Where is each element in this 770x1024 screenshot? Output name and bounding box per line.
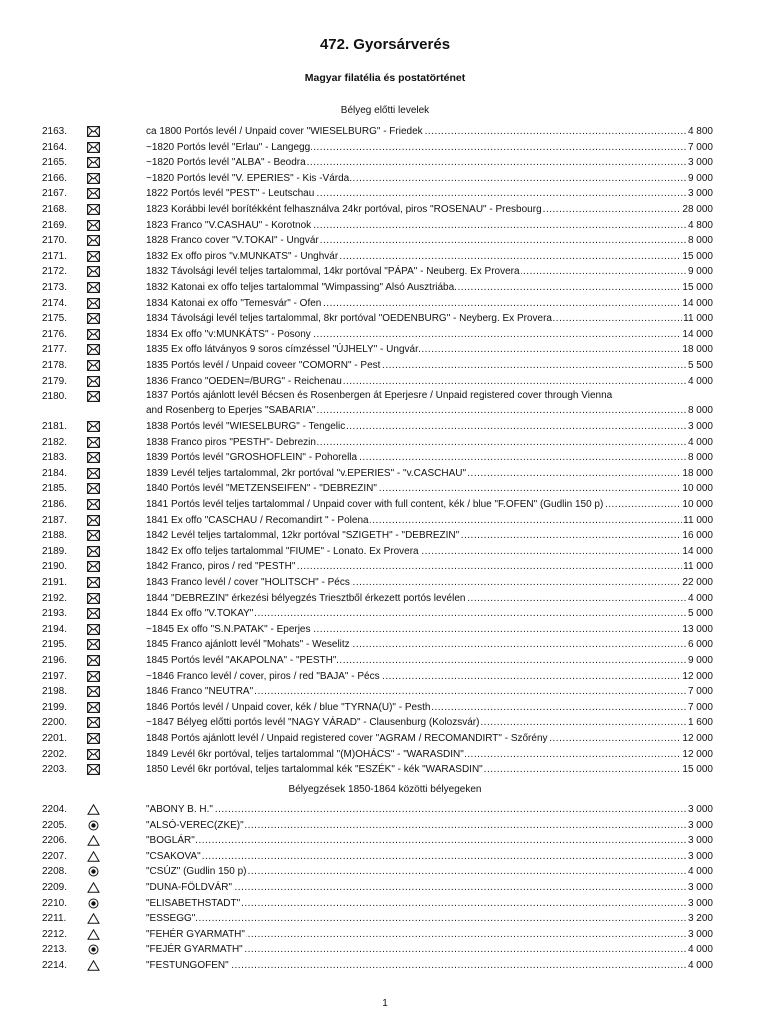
lot-description: 1850 Levél 6kr portóval, teljes tartalommal kék "ESZÉK" - kék "WARASDIN" bbox=[146, 764, 483, 776]
lot-number: 2208. bbox=[42, 866, 68, 878]
lot-number: 2196. bbox=[42, 655, 68, 666]
lot-price: 4 000 bbox=[687, 864, 713, 880]
envelope-icon bbox=[87, 376, 100, 387]
lot-description: "CSAKOVA" bbox=[146, 850, 201, 862]
page-subtitle: Magyar filatélia és postatörténet bbox=[304, 72, 466, 84]
lot-price: 11 000 bbox=[682, 559, 713, 575]
lot-description bbox=[146, 389, 713, 418]
lot-row bbox=[0, 715, 770, 731]
lot-number: 2203. bbox=[42, 764, 68, 776]
lot-description: 1835 Portós levél / Unpaid coveer "COMORN" - Pest bbox=[146, 359, 381, 371]
envelope-icon bbox=[87, 421, 100, 432]
envelope-icon bbox=[87, 546, 100, 557]
lot-description: 1823 Franco "V.CASHAU" - Korotnok bbox=[146, 219, 312, 231]
lot-number: 2171. bbox=[42, 250, 68, 262]
lot-description: ~1820 Portós levél "ALBA" - Beodra bbox=[146, 157, 306, 169]
lot-row bbox=[0, 171, 770, 187]
lot-price: 3 000 bbox=[687, 880, 713, 896]
lot-number: 2209. bbox=[42, 881, 68, 893]
lot-row bbox=[0, 669, 770, 685]
lot-number: 2207. bbox=[42, 850, 68, 862]
lot-description: 1845 Franco ajánlott levél "Mohats" - Weselitz bbox=[146, 639, 350, 651]
lot-description: 1822 Portós levél "PEST" - Leutschau bbox=[146, 188, 315, 200]
lot-number: 2204. bbox=[42, 804, 68, 815]
lot-description: 1844 Ex offo "V.TOKAY" bbox=[146, 608, 254, 620]
lot-number: 2179. bbox=[42, 375, 68, 387]
envelope-icon bbox=[87, 344, 100, 355]
lot-row bbox=[0, 833, 770, 849]
lot-price: 10 000 bbox=[681, 497, 713, 513]
lot-price: 3 000 bbox=[687, 833, 713, 849]
lot-number: 2178. bbox=[42, 359, 68, 371]
lot-price: 15 000 bbox=[681, 280, 713, 296]
lot-number: 2197. bbox=[42, 670, 68, 682]
lot-price: 4 000 bbox=[687, 591, 713, 607]
envelope-icon bbox=[87, 329, 100, 340]
page-title: 472. Gyorsárverés bbox=[319, 36, 451, 53]
envelope-icon bbox=[87, 173, 100, 184]
envelope-icon bbox=[87, 733, 100, 744]
envelope-icon bbox=[87, 391, 100, 402]
lot-price: 3 000 bbox=[687, 818, 713, 834]
lot-number: 2206. bbox=[42, 835, 68, 847]
lot-price: 12 000 bbox=[681, 669, 713, 685]
envelope-icon bbox=[87, 204, 100, 215]
lot-number: 2213. bbox=[42, 944, 68, 956]
lot-price: 16 000 bbox=[681, 528, 713, 544]
lot-row bbox=[0, 233, 770, 249]
lot-row bbox=[0, 591, 770, 607]
lot-price: 14 000 bbox=[681, 296, 713, 312]
lot-price: 3 000 bbox=[687, 186, 713, 202]
lot-row bbox=[0, 622, 770, 638]
lot-row bbox=[0, 802, 770, 818]
lot-price: 4 000 bbox=[687, 942, 713, 958]
lot-number: 2190. bbox=[42, 561, 68, 573]
lot-price: 11 000 bbox=[682, 513, 713, 529]
lot-description: 1849 Levél 6kr portóval, teljes tartalommal "(M)OHÁCS" - "WARASDIN" bbox=[146, 748, 464, 760]
lot-description: 1838 Portós levél "WIESELBURG" - Tengelic bbox=[146, 421, 346, 433]
lot-description: 1842 Franco, piros / red "PESTH" bbox=[146, 561, 296, 573]
envelope-icon bbox=[87, 515, 100, 526]
lot-number: 2172. bbox=[42, 266, 68, 278]
lot-price: 12 000 bbox=[681, 747, 713, 763]
lot-price: 4 000 bbox=[687, 435, 713, 451]
lot-description: 1840 Portós levél "METZENSEIFEN" - "DEBREZIN" bbox=[146, 483, 377, 495]
lot-row bbox=[0, 818, 770, 834]
triangle-icon bbox=[87, 804, 100, 815]
lot-row bbox=[0, 124, 770, 140]
lot-row bbox=[0, 864, 770, 880]
lot-number: 2195. bbox=[42, 639, 68, 651]
lot-row bbox=[0, 880, 770, 896]
lot-description: "ALSÓ-VEREC(ZKE)" bbox=[146, 819, 244, 831]
lot-number: 2163. bbox=[42, 126, 68, 137]
lot-price: 4 000 bbox=[687, 374, 713, 390]
lot-number: 2167. bbox=[42, 188, 68, 200]
lot-number: 2198. bbox=[42, 686, 68, 698]
envelope-icon bbox=[87, 702, 100, 713]
lot-row bbox=[0, 575, 770, 591]
lot-number: 2183. bbox=[42, 452, 68, 464]
envelope-icon bbox=[87, 188, 100, 199]
lot-number: 2185. bbox=[42, 483, 68, 495]
envelope-icon bbox=[87, 298, 100, 309]
triangle-icon bbox=[87, 882, 100, 893]
lot-row bbox=[0, 606, 770, 622]
lot-row bbox=[0, 700, 770, 716]
lot-description: ~1847 Bélyeg előtti portós levél "NAGY VÁRAD" - Clausenburg (Kolozsvár) bbox=[146, 717, 480, 729]
lot-number: 2192. bbox=[42, 592, 68, 604]
lot-description: 1846 Franco "NEUTRA" bbox=[146, 686, 254, 698]
lot-row bbox=[0, 684, 770, 700]
lot-number: 2174. bbox=[42, 297, 68, 309]
envelope-icon bbox=[87, 142, 100, 153]
lot-row bbox=[0, 264, 770, 280]
lot-description-line2: and Rosenberg to Eperjes "SABARIA" bbox=[146, 404, 316, 416]
lot-price: 14 000 bbox=[681, 327, 713, 343]
lot-number: 2211. bbox=[42, 913, 67, 925]
lot-row bbox=[0, 218, 770, 234]
lot-price: 3 200 bbox=[687, 911, 713, 927]
lot-price: 8 000 bbox=[687, 233, 713, 249]
triangle-icon bbox=[87, 851, 100, 862]
lot-row bbox=[0, 419, 770, 435]
lot-row bbox=[0, 249, 770, 265]
lot-price: 7 000 bbox=[687, 684, 713, 700]
envelope-icon bbox=[87, 235, 100, 246]
envelope-icon bbox=[87, 764, 100, 775]
envelope-icon bbox=[87, 266, 100, 277]
envelope-icon bbox=[87, 749, 100, 760]
lot-number: 2165. bbox=[42, 157, 68, 169]
lot-number: 2210. bbox=[42, 897, 68, 909]
envelope-icon bbox=[87, 126, 100, 137]
lot-description: "FESTUNGOFEN" bbox=[146, 959, 229, 971]
lot-number: 2182. bbox=[42, 436, 68, 448]
envelope-icon bbox=[87, 624, 100, 635]
lot-row bbox=[0, 389, 770, 419]
lot-row bbox=[0, 942, 770, 958]
lot-row bbox=[0, 513, 770, 529]
envelope-icon bbox=[87, 483, 100, 494]
lot-description: 1834 Katonai ex offo "Temesvár" - Ofen bbox=[146, 297, 322, 309]
lot-price: 13 000 bbox=[681, 622, 713, 638]
lot-row bbox=[0, 731, 770, 747]
lot-description: 1839 Portós levél "GROSHOFLEIN" - Pohorella bbox=[146, 452, 358, 464]
lot-description-line1: 1837 Portós ajánlott levél Bécsen és Rosenbergen át Eperjesre / Unpaid registered cover through Vienna bbox=[146, 390, 613, 402]
lot-price: 7 000 bbox=[687, 700, 713, 716]
lot-number: 2186. bbox=[42, 499, 68, 511]
envelope-icon bbox=[87, 717, 100, 728]
lot-number: 2193. bbox=[42, 608, 68, 620]
lot-price: 3 000 bbox=[687, 155, 713, 171]
lot-price: 22 000 bbox=[681, 575, 713, 591]
lot-description: 1823 Korábbi levél borítékként felhasználva 24kr portóval, piros "ROSENAU" - Presbourg bbox=[146, 203, 542, 215]
lot-row bbox=[0, 559, 770, 575]
lot-number: 2200. bbox=[42, 717, 68, 729]
envelope-icon bbox=[87, 577, 100, 588]
lot-row bbox=[0, 544, 770, 560]
lot-price: 9 000 bbox=[687, 653, 713, 669]
lot-description: ~1845 Ex offo "S.N.PATAK" - Eperjes bbox=[146, 623, 311, 635]
lot-description: "ABONY B. H." bbox=[146, 804, 213, 815]
lot-price: 7 000 bbox=[687, 140, 713, 156]
lot-number: 2175. bbox=[42, 313, 68, 325]
lot-row bbox=[0, 896, 770, 912]
lot-row bbox=[0, 342, 770, 358]
lot-number: 2189. bbox=[42, 545, 68, 557]
lot-number: 2202. bbox=[42, 748, 68, 760]
lot-description: 1841 Ex offo "CASCHAU / Recomandirt " - Polena bbox=[146, 514, 369, 526]
lot-row bbox=[0, 911, 770, 927]
lot-number: 2173. bbox=[42, 281, 68, 293]
lot-description: ~1820 Portós levél "Erlau" - Langegg bbox=[146, 141, 311, 153]
lot-description: "BOGLÁR" bbox=[146, 835, 195, 847]
lot-row bbox=[0, 747, 770, 763]
lot-row bbox=[0, 849, 770, 865]
lot-price: 18 000 bbox=[681, 466, 713, 482]
lot-description: "DUNA-FÖLDVÁR" bbox=[146, 881, 232, 893]
lot-row bbox=[0, 280, 770, 296]
envelope-icon bbox=[87, 251, 100, 262]
lot-number: 2191. bbox=[42, 577, 68, 589]
lot-number: 2214. bbox=[42, 959, 68, 971]
lot-price: 9 000 bbox=[687, 171, 713, 187]
lot-row bbox=[0, 202, 770, 218]
lot-list-cancellations bbox=[0, 802, 770, 974]
lot-description: "ESSEGG" bbox=[146, 913, 196, 925]
lot-description: 1834 Távolsági levél teljes tartalommal, 8kr portóval "OEDENBURG" - Neyberg. Ex Provera bbox=[146, 313, 552, 325]
lot-description: "CSÚZ" (Gudlin 150 p) bbox=[146, 866, 247, 878]
section-heading-cancellations: Bélyegzések 1850-1864 közötti bélyegeken bbox=[288, 784, 482, 795]
lot-row bbox=[0, 481, 770, 497]
lot-description: 1845 Portós levél "AKAPOLNA" - "PESTH" bbox=[146, 655, 337, 666]
envelope-icon bbox=[87, 655, 100, 666]
lot-description: 1844 "DEBREZIN" érkezési bélyegzés Triesztből érkezett portós levélen bbox=[146, 592, 466, 604]
lot-description: 1832 Katonai ex offo teljes tartalommal "Wimpassing" Alsó Ausztriába bbox=[146, 281, 455, 293]
lot-row bbox=[0, 155, 770, 171]
triangle-icon bbox=[87, 835, 100, 846]
lot-row bbox=[0, 466, 770, 482]
lot-description: 1832 Távolsági levél teljes tartalommal, 14kr portóval "PÁPA" - Neuberg. Ex Provera bbox=[146, 266, 520, 278]
circle-dot-icon bbox=[87, 866, 100, 877]
lot-number: 2184. bbox=[42, 467, 68, 479]
lot-number: 2177. bbox=[42, 344, 68, 356]
envelope-icon bbox=[87, 530, 100, 541]
lot-row bbox=[0, 186, 770, 202]
lot-price: 4 800 bbox=[687, 218, 713, 234]
envelope-icon bbox=[87, 220, 100, 231]
lot-row bbox=[0, 374, 770, 390]
triangle-icon bbox=[87, 913, 100, 924]
lot-description: ~1820 Portós levél "V. EPERIES" - Kis -Várda bbox=[146, 172, 350, 184]
lot-price: 3 000 bbox=[687, 802, 713, 818]
lot-number: 2199. bbox=[42, 701, 68, 713]
lot-row bbox=[0, 296, 770, 312]
lot-row bbox=[0, 311, 770, 327]
lot-number: 2180. bbox=[42, 391, 68, 403]
lot-price: 3 000 bbox=[687, 419, 713, 435]
lot-description: 1838 Franco piros "PESTH"- Debrezin bbox=[146, 436, 316, 448]
lot-row bbox=[0, 927, 770, 943]
lot-number: 2181. bbox=[42, 421, 68, 433]
lot-description: 1836 Franco "OEDEN=/BURG" - Reichenau bbox=[146, 375, 342, 387]
lot-price: 14 000 bbox=[681, 544, 713, 560]
lot-price: 12 000 bbox=[681, 731, 713, 747]
lot-price: 28 000 bbox=[681, 202, 713, 218]
lot-description: 1843 Franco levél / cover "HOLITSCH" - Pécs bbox=[146, 577, 350, 589]
lot-description: "FEJÉR GYARMATH" bbox=[146, 944, 243, 956]
lot-row bbox=[0, 327, 770, 343]
lot-description: ca 1800 Portós levél / Unpaid cover "WIESELBURG" - Friedek bbox=[146, 126, 423, 137]
lot-description: "FEHÉR GYARMATH" bbox=[146, 928, 245, 940]
lot-number: 2164. bbox=[42, 141, 68, 153]
lot-price: 6 000 bbox=[687, 637, 713, 653]
lot-description: 1848 Portós ajánlott levél / Unpaid registered cover "AGRAM / RECOMANDIRT" - Szőrény bbox=[146, 732, 548, 744]
lot-number: 2205. bbox=[42, 819, 68, 831]
circle-dot-icon bbox=[87, 820, 100, 831]
lot-row bbox=[0, 450, 770, 466]
lot-price: 15 000 bbox=[681, 762, 713, 778]
envelope-icon bbox=[87, 608, 100, 619]
lot-description: 1835 Ex offo látványos 9 soros címzéssel "ÚJHELY" - Ungvár bbox=[146, 344, 419, 356]
lot-price: 5 000 bbox=[687, 606, 713, 622]
lot-price: 5 500 bbox=[687, 358, 713, 374]
lot-description: 1839 Levél teljes tartalommal, 2kr portóval "v.EPERIES" - "v.CASCHAU" bbox=[146, 467, 467, 479]
lot-description: 1842 Levél teljes tartalommal, 12kr portóval "SZIGETH" - "DEBREZIN" bbox=[146, 530, 460, 542]
envelope-icon bbox=[87, 437, 100, 448]
lot-price: 11 000 bbox=[682, 311, 713, 327]
lot-price: 8 000 bbox=[687, 450, 713, 466]
envelope-icon bbox=[87, 639, 100, 650]
lot-price: 4 800 bbox=[687, 124, 713, 140]
circle-dot-icon bbox=[87, 898, 100, 909]
lot-row bbox=[0, 958, 770, 974]
triangle-icon bbox=[87, 929, 100, 940]
envelope-icon bbox=[87, 360, 100, 371]
lot-number: 2169. bbox=[42, 219, 68, 231]
lot-row bbox=[0, 140, 770, 156]
envelope-icon bbox=[87, 499, 100, 510]
lot-description: 1842 Ex offo teljes tartalommal "FIUME" - Lonato. Ex Provera bbox=[146, 545, 419, 557]
lot-number: 2187. bbox=[42, 514, 68, 526]
lot-row bbox=[0, 358, 770, 374]
lot-price: 10 000 bbox=[681, 481, 713, 497]
envelope-icon bbox=[87, 282, 100, 293]
lot-number: 2201. bbox=[42, 732, 68, 744]
section-heading-pre-stamp: Bélyeg előtti levelek bbox=[340, 105, 430, 116]
envelope-icon bbox=[87, 593, 100, 604]
lot-row bbox=[0, 435, 770, 451]
envelope-icon bbox=[87, 313, 100, 324]
lot-row bbox=[0, 528, 770, 544]
lot-number: 2194. bbox=[42, 623, 68, 635]
envelope-icon bbox=[87, 671, 100, 682]
lot-number: 2170. bbox=[42, 235, 68, 247]
page-number: 1 bbox=[382, 998, 388, 1009]
lot-number: 2168. bbox=[42, 203, 68, 215]
envelope-icon bbox=[87, 157, 100, 168]
lot-price: 1 600 bbox=[687, 715, 713, 731]
lot-price: 4 000 bbox=[687, 958, 713, 974]
lot-number: 2188. bbox=[42, 530, 68, 542]
lot-price: 3 000 bbox=[687, 849, 713, 865]
lot-description: 1832 Ex offo piros "v.MUNKATS" - Unghvár bbox=[146, 250, 339, 262]
envelope-icon bbox=[87, 468, 100, 479]
triangle-icon bbox=[87, 960, 100, 971]
lot-description: 1828 Franco cover "V.TOKAI" - Ungvár bbox=[146, 235, 319, 247]
lot-price: 3 000 bbox=[687, 896, 713, 912]
lot-description: "ELISABETHSTADT" bbox=[146, 897, 241, 909]
envelope-icon bbox=[87, 561, 100, 572]
lot-number: 2166. bbox=[42, 172, 68, 184]
lot-description: ~1846 Franco levél / cover, piros / red "BAJA" - Pécs bbox=[146, 670, 380, 682]
lot-price: 18 000 bbox=[681, 342, 713, 358]
lot-price: 8 000 bbox=[687, 404, 713, 419]
lot-description: 1841 Portós levél teljes tartalommal / Unpaid cover with full content, kék / blue "F.OFEN" (Gudlin 150 p) bbox=[146, 499, 604, 511]
lot-description: 1834 Ex offo "v:MUNKÁTS" - Posony bbox=[146, 328, 311, 340]
lot-row bbox=[0, 762, 770, 778]
lot-number: 2212. bbox=[42, 928, 68, 940]
lot-description: 1846 Portós levél / Unpaid cover, kék / blue "TYRNA(U)" - Pesth bbox=[146, 701, 431, 713]
circle-dot-icon bbox=[87, 944, 100, 955]
envelope-icon bbox=[87, 686, 100, 697]
lot-row bbox=[0, 653, 770, 669]
lot-price: 15 000 bbox=[681, 249, 713, 265]
lot-price: 9 000 bbox=[687, 264, 713, 280]
lot-row bbox=[0, 637, 770, 653]
lot-number: 2176. bbox=[42, 328, 68, 340]
lot-list-pre-stamp bbox=[0, 124, 770, 778]
lot-price: 3 000 bbox=[687, 927, 713, 943]
envelope-icon bbox=[87, 452, 100, 463]
lot-row bbox=[0, 497, 770, 513]
